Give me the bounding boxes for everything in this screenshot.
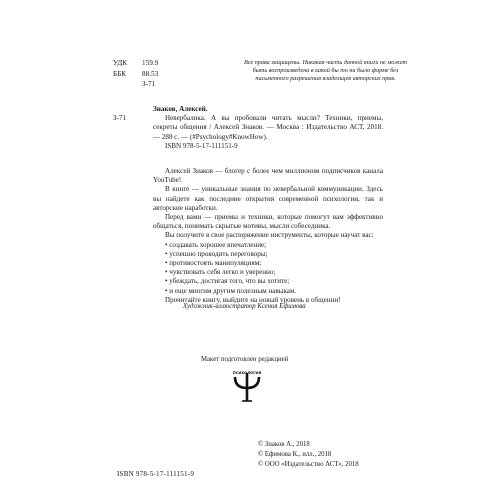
list-item: • и еще многим другим полезным навыкам. (165, 286, 297, 295)
annotation-paragraph: Перед вами — приемы и техники, которые помогут вам эффективно общаться, понимать скрытые мотивы, мысли собеседника. (153, 213, 383, 231)
catalog-code: З-71 (113, 114, 127, 123)
annotation-paragraph: Прочитайте книгу, выйдите на новый уровень в общении! (165, 295, 341, 304)
list-item: • создавать хорошее впечатление; (165, 240, 267, 249)
illustrator-name: Ксения Ефимова (257, 303, 306, 310)
annotation-paragraph: В книге — уникальные знания по невербальной коммуникации. Здесь вы найдете как последние открытия современной психологии, так и авторские наработки. (153, 185, 383, 212)
annotation-paragraph: Вы получите в свое распоряжение инструменты, которые научат вас: (165, 231, 374, 240)
author-code-row (113, 79, 158, 90)
list-item: • чувствовать себя легко и уверенно; (165, 268, 276, 277)
bbk-value: 88.53 (142, 69, 159, 78)
udk-label: УДК (113, 59, 128, 67)
copyright-line: © Ефимова К., илл., 2018 (258, 451, 332, 458)
annotation (153, 167, 383, 305)
udk-row (113, 58, 158, 69)
bbk-row (113, 69, 158, 80)
classification-block (113, 58, 158, 90)
udk-value: 159.9 (142, 59, 159, 67)
illustrator-credit (183, 303, 306, 310)
skills-list (153, 241, 383, 296)
rights-notice: Все права защищены. Никакая часть данной книги не может быть воспроизведена в какой бы то ни было форме без письменного разрешения владельцев авторских прав. (243, 59, 408, 83)
list-item: • противостоять манипуляциям; (165, 259, 262, 268)
psychology-logo (232, 369, 262, 403)
bbk-label: ББК (113, 69, 127, 78)
psi-logo-icon (232, 369, 262, 403)
bottom-isbn: ISBN 978-5-17-111151-9 (117, 470, 195, 478)
description-row (113, 114, 383, 142)
author-name: Знаков, Алексей. (153, 105, 208, 113)
book-description: Невербалика. А вы пробовали читать мысли? Техники, приемы, секреты общения / Алексей Знаков. — Москва : Издательство АСТ, 2018. — 288 с. — (#Psychology#KnowHow). (153, 114, 383, 141)
layout-note: Макет подготовлен редакцией (201, 356, 289, 363)
author-code: З-71 (142, 80, 156, 88)
copyright-line: © Знаков А., 2018 (258, 441, 310, 448)
copyright-lines (258, 440, 359, 470)
list-item: • убеждать, достигая того, что вы хотите; (165, 277, 290, 286)
illustrator-label: Художник-иллюстратор (183, 303, 256, 310)
copyright-line: © ООО «Издательство АСТ», 2018 (258, 461, 359, 468)
logo-text: ПСИХОЛОГИЯ (232, 371, 262, 375)
isbn-line: ISBN 978-5-17-111151-9 (165, 141, 238, 150)
list-item: • успешно проводить переговоры; (165, 249, 268, 258)
bibliographic-record (113, 105, 383, 305)
annotation-paragraph: Алексей Знаков — блогер с более чем миллионом подписчиков канала YouTube! (153, 167, 383, 185)
